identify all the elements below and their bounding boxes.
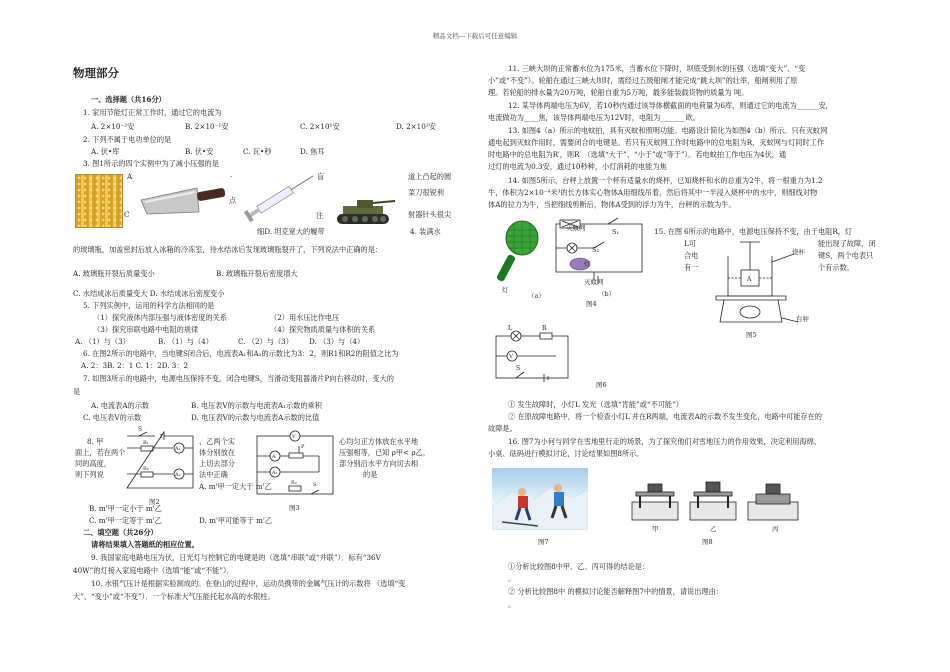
q15-part-1: ① 发生故障时，小灯L 发光（选填“肯能”或“不可能”） (508, 400, 683, 409)
fig4b-net-label: 灭蚊网 (584, 278, 604, 286)
section-fill: 二、填空题（共26分） (83, 528, 158, 537)
q1-option-a: A. 2×10⁻²安 (91, 122, 135, 131)
question-13: 13. 如图4（a）所示的电蚊拍，具有灭蚊和照明功能。电路设计简化为如图4（b）所示。只有灭蚊网 (508, 126, 828, 135)
fig2-a1-label: A₁ (175, 446, 181, 452)
fig3-a1-label: A₁ (272, 470, 278, 476)
q8-frag-12: 的是 (363, 470, 378, 479)
question-4-text: 的玻璃瓶，加盖密封后放入冰箱的冷冻室，待水结冰后发现玻璃瓶裂开了，下列说法中正确的是： (73, 245, 383, 254)
q5-item-2: （2）用水压比作电压 (270, 313, 340, 322)
figure-7-caption: 图7 (538, 538, 549, 546)
q8-frag-4: 面上，若在两个 (75, 448, 126, 457)
question-11-cont: 小”或“不变”）。轮船在通过三峡大坝时，需经过五级船闸才能完成“跳大坝”的壮举，船闸利用了原 (488, 76, 798, 85)
q4-option-b: B. 玻璃瓶开裂后密度增大 (216, 269, 298, 278)
fig2-r1-label: R₁ (143, 440, 149, 446)
q2-option-c: C. 瓦•秒 (243, 147, 272, 156)
fig6-s-label: S (516, 365, 521, 372)
figure-6-caption: 图6 (596, 381, 607, 389)
fig4-light-label: 灯 (502, 286, 509, 294)
q5-item-4: （4）探究物质质量与体积的关系 (270, 325, 376, 334)
q8-frag-6: 压强相等，已知 ρ甲< ρ乙， (339, 448, 430, 457)
figure-2-circuit (125, 426, 197, 494)
fig1-needle: 射器针头很尖 (408, 210, 452, 219)
q15-frag-4: 能出现了故障，闭 (818, 239, 876, 248)
fig4b-light-label: 灯 (584, 260, 591, 268)
q8-frag-7: 同的高度， (75, 459, 111, 468)
figure-8-sponge-experiment (628, 480, 804, 530)
fig1-label-a: A (127, 172, 133, 181)
q2-option-d: D. 焦耳 (300, 147, 325, 156)
question-13-cont2: 时电路中的总电阻为R′，则R′ （选填“大于”、“小于”或“等于”）。若电蚊拍工作电压为4伏，通 (488, 150, 787, 159)
question-11: 11. 三峡大坝的正常蓄水位为175米，当蓄水位下降时，坝底受到水的压强（选填“变大”、“变 (508, 64, 806, 73)
fig5-block-label: A (747, 276, 752, 283)
q8-frag-2: 、乙两个实 (199, 437, 235, 446)
fig1-tank: 细D. 坦克宽大的履带 (257, 227, 325, 236)
q8-frag-11: 法中正确 (199, 470, 228, 479)
q7-option-c: C. 电压表V的示数 (83, 413, 142, 422)
question-16: 16. 图7为小何与同学在雪地里行走的场景，为了探究他们对雪地压力的作用效果，决定利用海绵、 (508, 437, 821, 446)
question-1: 1. 家用节能灯正常工作时，通过它的电流为 (83, 108, 222, 117)
q6-options: A. 2：3B. 2：1 C. 1：2D. 3：2 (81, 361, 189, 370)
q15-frag-1: 15. 在图 (654, 227, 683, 236)
q8-option-c: C. m'甲一定等于 m'乙 (89, 516, 162, 525)
q5-option-a: A. （1）与（3） (75, 337, 130, 346)
q7-option-a: A. 电流表A的示数 (91, 401, 150, 410)
question-7-cont: 是 (73, 387, 81, 396)
q5-item-1: （1）探究液体内部压强与液体密度的关系 (93, 313, 227, 322)
q2-option-b: B. 伏•安 (185, 147, 214, 156)
question-7: 7. 如图3所示的电路中，电源电压保持不变，闭合电键S，当滑动变阻器滑片P向右移动时，变大的 (83, 374, 394, 383)
q16-part-1: ①分析比较图8中甲、乙、丙可得的结论是： (508, 562, 650, 571)
q15-part-2-cont: 故障是。 (488, 424, 517, 433)
question-3: 3. 图1所示的四个实例中为了减小压强的是 (83, 159, 219, 168)
figure-3-circuit (255, 432, 337, 500)
q5-option-d: D. （3）与（4） (309, 337, 365, 346)
page-header: 精品文档---下载后可任意编辑 (432, 32, 518, 40)
fig1-point: 点 (229, 196, 237, 205)
figure-5-caption: 图5 (746, 331, 757, 339)
fig4-s1-label: S₁ (612, 228, 620, 236)
q1-option-c: C. 2×10¹安 (300, 122, 340, 131)
question-12-cont: 电流做功为____焦，该导体两端电压为12V时，电阻为_______欧。 (488, 113, 700, 122)
fig5-beaker-label: 烧杯 (792, 248, 805, 256)
q15-frag-6: 键S，两个电表只 (818, 251, 874, 260)
tactile-paving-image (75, 174, 123, 228)
question-4: 4. 装满水 (410, 227, 441, 236)
question-5: 5. 下列实例中，运用的科学方法相同的是 (83, 301, 215, 310)
fig1-blind: 盲 (317, 172, 325, 181)
kitchen-knife-image (139, 178, 229, 220)
figure-4-bug-zapper (494, 220, 542, 292)
q16-part-2: ② 分析比较图8中 的模拟讨论能否解释图7中的情景，请说出理由： (508, 587, 723, 596)
question-10: 10. 水银气压计是根据实验制成的。在登山的过程中，运动员携带的金属气压计的示数将 （选填“变 (91, 579, 406, 588)
fig2-r2-label: R₂ (143, 466, 149, 472)
q8-frag-5: 体分别放在 (199, 448, 235, 457)
fig4b-caption: （b） (598, 290, 616, 298)
question-2: 2. 下列不属于电功单位的是 (83, 135, 172, 144)
q15-frag-8: 个有示数。 (818, 263, 854, 272)
section-fill-note: 请将结果填入答题纸的相应位置。 (91, 540, 199, 549)
fig3-p-label: P (301, 444, 305, 450)
q1-option-d: D. 2×10²安 (396, 122, 436, 131)
q8-option-b: B. m'甲一定小于 m'乙 (89, 504, 162, 513)
q8-frag-10: 则下列说 (75, 470, 104, 479)
q5-option-c: C. （2）与（3） (238, 337, 293, 346)
q8-frag-9: 部分别沿水平方向切去相 (339, 459, 419, 468)
figure-2-caption: 图2 (149, 498, 160, 506)
fig5-scale-label: 台秤 (796, 315, 809, 323)
fig3-a-label: A (272, 454, 276, 460)
question-9: 9. 我国家庭电路电压为伏，日光灯与控制它的电键是的（选填“串联”或“并联”）．标有“36V (91, 553, 381, 562)
q4-option-a: A. 玻璃瓶开裂后质量变小 (73, 269, 155, 278)
q8-frag-3: 心均匀正方体放在水平地 (339, 437, 419, 446)
fig1-dot: · (230, 172, 233, 181)
question-14-cont: 牛，体积为2×10⁻⁴米³的长方体实心物体A用细线吊着，然后将其中一半浸入烧杯中的水中，则细线对物 (488, 188, 818, 197)
question-13-cont: 通电起到灭蚊作用时，需要闭合的电键是。若只有灭蚊网工作时电路中的总电阻为R，灭蚊网与灯同时工作 (488, 138, 825, 147)
q5-item-3: （3）探究串联电路中电阻的规律 (93, 325, 199, 334)
question-10-cont: 大”、“变小”或“不变”）．一个标准大气压能托起水高的水银柱。 (73, 592, 275, 601)
section-choice: 一、选择题（共16分） (91, 95, 166, 104)
fig6-r-label: R (542, 325, 547, 332)
fig1-sharp-knife: 菜刀很锐利 (408, 188, 444, 197)
figure-8-caption: 图8 (702, 538, 713, 546)
q15-frag-5: 合电 (684, 251, 699, 260)
fig8-label-yi: 乙 (710, 525, 717, 533)
syringe-image (241, 174, 324, 220)
q16-part-1-blank: 。 (508, 574, 516, 583)
fig6-v-label: V (509, 354, 513, 360)
question-14: 14. 如图5所示，台秤上放置一个杯有适量水的烧杯，已知烧杯和水的总重为2牛，将一根重力为1.2 (508, 176, 823, 185)
fig6-l-label: L (508, 325, 512, 332)
question-6: 6. 在图2所示的电路中，当电键S闭合后，电流表A₁和A₂的示数比为3：2，则R1和R2的阻值之比为 (83, 349, 399, 358)
fig3-r2-label: R₂ (291, 480, 297, 486)
figure-4-caption: 图4 (586, 300, 597, 308)
fig1-label-c: C (124, 210, 130, 219)
question-11-cont2: 理。若轮船的排水量为20万吨，轮船自重为5万吨，最多能装载货物的质量为 吨。 (488, 88, 749, 97)
q8-option-a: A. m'甲一定大于 m'乙 (199, 482, 272, 491)
q8-frag-1: 8. 甲 (87, 437, 104, 446)
q7-option-d: D. 电压表V的示数与电流表A示数的比值 (191, 413, 320, 422)
figure-3-caption: 图3 (289, 504, 300, 512)
fig2-a2-label: A₂ (175, 472, 181, 478)
fig4-net-label: 灭蚊网 (566, 224, 586, 232)
page-title: 物理部分 (73, 66, 119, 80)
fig3-s-label: S (313, 482, 317, 488)
q15-part-2: ② 在原故障电路中，将一个检查小灯L′并在R两端，电流表A的示数不发生变化，电路中可能存在的 (508, 412, 822, 421)
q1-option-b: B. 2×10⁻¹安 (185, 122, 229, 131)
figure-6-circuit (492, 322, 572, 384)
fig4a-caption: （a） (528, 292, 545, 300)
fig4-s2-label: S₂ (592, 246, 600, 254)
q8-option-d: D. m'甲可能等于 m'乙 (199, 516, 273, 525)
figure-7-snow-scene (492, 468, 588, 530)
q5-option-b: B. （1）与（4） (158, 337, 213, 346)
fig2-switch-label: S (138, 426, 143, 433)
q16-part-2-blank: 。 (508, 600, 516, 609)
fig1-round-dots: 道上凸起的圆 (408, 172, 452, 181)
q15-frag-3: L可 (684, 239, 696, 248)
q4-option-cd: C. 水结成冰后质量变大 D. 水结成冰后密度变小 (73, 289, 225, 298)
question-12: 12. 某导体两端电压为6V，若10秒内通过该导体横截面的电荷量为6库，则通过它的电流为______安， (508, 101, 833, 110)
question-13-cont3: 过灯的电流为0.3安，通过10秒种，小灯消耗的电能为焦 (488, 162, 667, 171)
fig8-label-jia: 甲 (652, 525, 659, 533)
fig8-label-bing: 丙 (772, 525, 779, 533)
q15-frag-2: 6所示的电路中，电源电压保持不变，由于电阻R，灯 (684, 227, 853, 236)
tank-image (335, 196, 397, 228)
question-9-cont: 40W”的灯接入家庭电路中（选填“能”或“不能”）． (73, 566, 234, 575)
question-14-cont2: 体A的拉力为牛，当把细线剪断后，物体A受到的浮力为牛，台秤的示数为牛。 (488, 200, 736, 209)
q7-option-b: B. 电压表V的示数与电流表A₁示数的乘积 (191, 401, 322, 410)
question-16-cont: 小桌、砝码进行模拟讨论，讨论结果如图8所示。 (488, 449, 644, 458)
fig3-v-label: V (292, 434, 296, 440)
q15-frag-7: 有一 (684, 263, 699, 272)
q2-option-a: A. 伏•库 (91, 147, 120, 156)
figure-5-scale (708, 238, 828, 328)
fig1-inject: 注 (316, 211, 324, 220)
q8-frag-8: 上切去部分 (199, 459, 235, 468)
